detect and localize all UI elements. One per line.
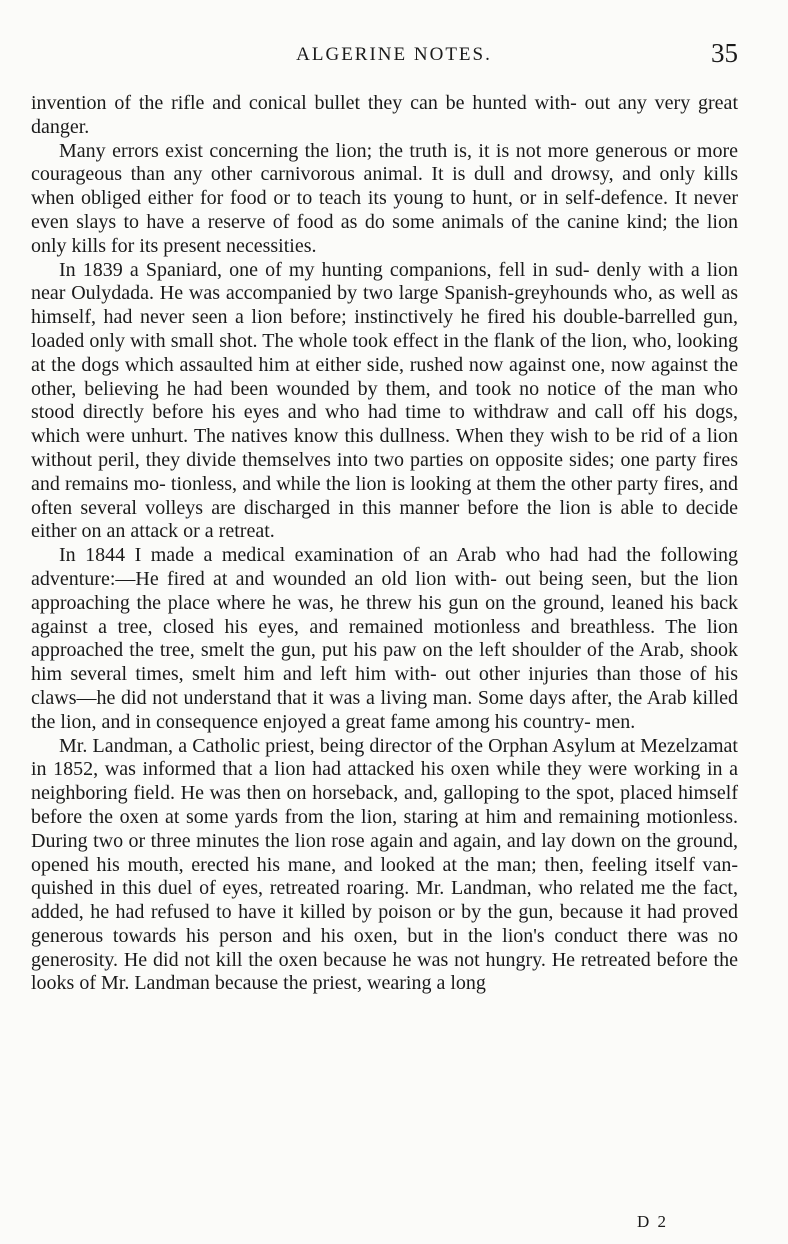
paragraph-spaniard-1839: In 1839 a Spaniard, one of my hunting companions, fell in sud- denly with a lion near Oulydada. He was accompanied by two large Spanish-greyhounds who, as well as himself, had never seen a lion before; instinctively he fired his double-barrelled gun, loaded only with small shot. The whole took effect in the flank of the lion, who, looking at the dogs which assaulted him at either side, rushed now against one, now against the other, believing he had been wounded by them, and took no notice of the man who stood directly before his eyes and who had time to withdraw and call off his dogs, which were unhurt. The natives know this dullness. When they wish to be rid of a lion without peril, they divide themselves into two parties on opposite sides; one party fires and remains mo- tionless, and while the lion is looking at them the other party fires, and often several volleys are discharged in this manner before the lion is able to decide either on an attack or a retreat. (31, 258, 738, 543)
paragraph-landman-1852: Mr. Landman, a Catholic priest, being director of the Orphan Asylum at Mezelzamat in 1852, was informed that a lion had attacked his oxen while they were working in a neighboring field. He was then on horseback, and, galloping to the spot, placed himself before the oxen at some yards from the lion, staring at him and remaining motionless. During two or three minutes the lion rose again and again, and lay down on the ground, opened his mouth, erected his mane, and looked at the man; then, feeling itself van- quished in this duel of eyes, retreated roaring. Mr. Landman, who related me the fact, added, he had refused to have it killed by poison or by the gun, because it had proved generous towards his person and his oxen, but in the lion's conduct there was no generosity. He did not kill the oxen because he was not hungry. He retreated before the looks of Mr. Landman because the priest, wearing a long (31, 734, 738, 995)
paragraph-arab-1844: In 1844 I made a medical examination of an Arab who had had the following adventure:—He fired at and wounded an old lion with- out being seen, but the lion approaching the place where he was, he threw his gun on the ground, leaned his back against a tree, closed his eyes, and remained motionless and breathless. The lion approached the tree, smelt the gun, put his paw on the left shoulder of the Arab, shook him several times, smelt him and left him with- out other injuries than those of his claws—he did not understand that it was a living man. Some days after, the Arab killed the lion, and in consequence enjoyed a great fame among his country- men. (31, 544, 738, 733)
body-text (31, 92, 738, 996)
paragraph-continued: invention of the rifle and conical bullet they can be hunted with- out any very great danger. (31, 92, 738, 138)
paragraph-lion-nature: Many errors exist concerning the lion; the truth is, it is not more generous or more courageous than any other carnivorous animal. It is dull and drowsy, and only kills when obliged either for food or to teach its young to hunt, or in self-defence. It never even slays to have a reserve of food as do some animals of the canine kind; the lion only kills for its present necessities. (31, 139, 738, 257)
signature-mark: D 2 (636, 1212, 668, 1231)
running-title: ALGERINE NOTES. (296, 44, 492, 65)
page-number: 35 (711, 38, 738, 68)
